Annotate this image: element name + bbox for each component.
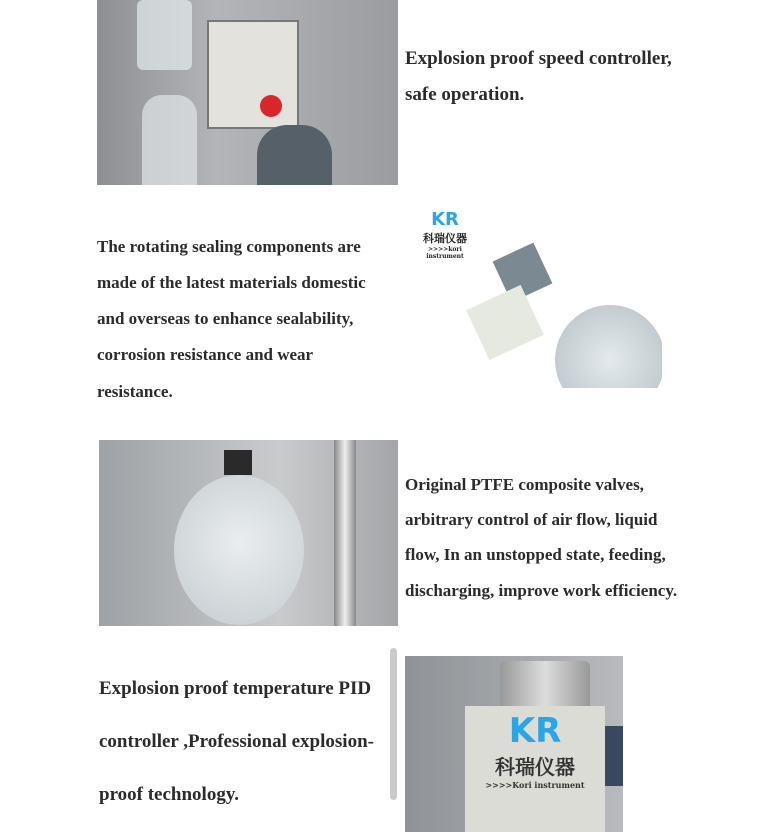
controller-box (207, 20, 299, 129)
section3-line: arbitrary control of air flow, liquid (405, 510, 658, 529)
speed-controller-photo (97, 0, 398, 185)
section2-line: corrosion resistance and wear (97, 345, 314, 364)
section2-line: The rotating sealing components are (97, 237, 361, 256)
section2-line: made of the latest materials domestic (97, 273, 366, 292)
section2-line: and overseas to enhance sealability, (97, 309, 354, 328)
brand-logo: KR 科瑞仪器 >>>>kori instrument (423, 209, 467, 260)
section4-line: controller ,Professional explosion- (99, 731, 374, 752)
section1-line: Explosion proof speed controller, (405, 48, 672, 69)
ptfe-valves-photo (99, 440, 398, 626)
section1-line: safe operation. (405, 84, 525, 105)
brand-logo: KR 科瑞仪器 >>>>Kori instrument (485, 711, 585, 790)
section4-line: proof technology. (99, 784, 240, 805)
section3-line: discharging, improve work efficiency. (405, 581, 678, 600)
sealing-components-photo (415, 205, 662, 388)
temperature-controller-photo (405, 656, 623, 832)
section4-line: Explosion proof temperature PID (99, 678, 372, 699)
section3-line: Original PTFE composite valves, (405, 475, 644, 494)
section3-line: flow, In an unstopped state, feeding, (405, 545, 666, 564)
section2-line: resistance. (97, 382, 173, 401)
scrollbar[interactable] (390, 648, 397, 800)
